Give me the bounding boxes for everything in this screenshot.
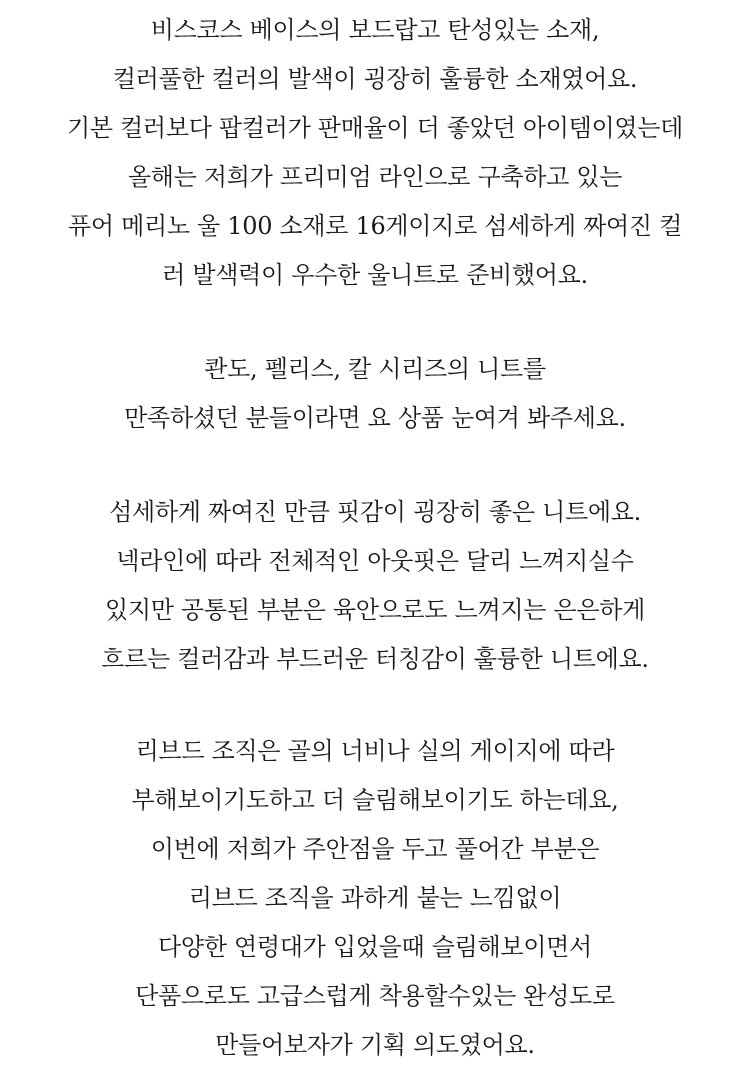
text-line: 리브드 조직을 과하게 붙는 느낌없이 [188, 884, 562, 912]
text-line: 이번에 저희가 주안점을 두고 풀어간 부분은 [150, 835, 600, 863]
text-line: 단품으로도 고급스럽게 착용할수있는 완성도로 [135, 982, 615, 1010]
text-line: 리브드 조직은 골의 너비나 실의 게이지에 따라 [135, 737, 615, 765]
text-line: 콴도, 펠리스, 칼 시리즈의 니트를 [204, 355, 546, 383]
text-line: 비스코스 베이스의 보드랍고 탄성있는 소재, [150, 16, 600, 44]
text-line: 기본 컬러보다 팝컬러가 판매율이 더 좋았던 아이템이였는데 [66, 114, 684, 142]
text-line: 러 발색력이 우수한 울니트로 준비했어요. [162, 261, 588, 289]
text-line: 만족하셨던 분들이라면 요 상품 눈여겨 봐주세요. [124, 404, 626, 432]
text-line: 있지만 공통된 부분은 육안으로도 느껴지는 은은하게 [104, 596, 646, 624]
text-line: 만들어보자가 기획 의도였어요. [215, 1031, 535, 1059]
text-line: 흐르는 컬러감과 부드러운 터칭감이 훌륭한 니트에요. [101, 645, 649, 673]
text-line: 컬러풀한 컬러의 발색이 굉장히 훌륭한 소재였어요. [112, 65, 638, 93]
text-line: 부해보이기도하고 더 슬림해보이기도 하는데요, [131, 786, 619, 814]
text-line: 넥라인에 따라 전체적인 아웃핏은 달리 느껴지실수 [116, 547, 634, 575]
text-line: 퓨어 메리노 울 100 소재로 16게이지로 섬세하게 짜여진 컬 [67, 212, 683, 240]
text-line: 섬세하게 짜여진 만큼 핏감이 굉장히 좋은 니트에요. [109, 498, 641, 526]
text-line: 다양한 연령대가 입었을때 슬림해보이면서 [158, 933, 592, 961]
text-line: 올해는 저희가 프리미엄 라인으로 구축하고 있는 [127, 163, 623, 191]
